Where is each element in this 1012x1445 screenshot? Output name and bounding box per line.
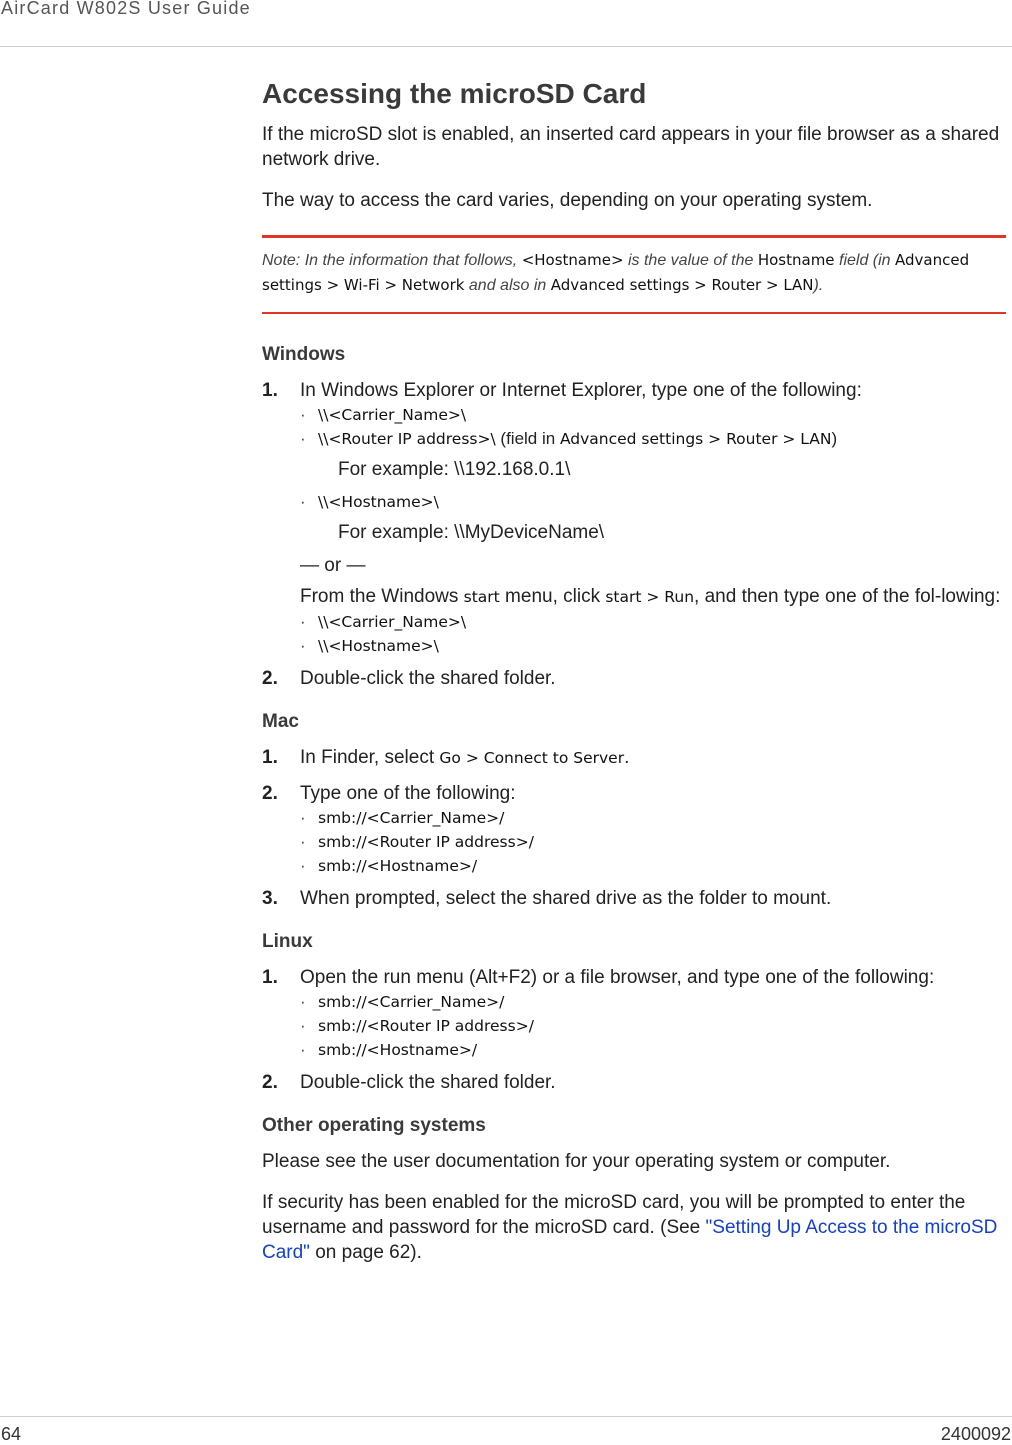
step-number: 3.: [262, 888, 278, 909]
note-ui-text: <Hostname>: [521, 251, 624, 269]
running-header-title: AirCard W802S User Guide: [1, 0, 251, 18]
note-ui-text: Hostname: [757, 251, 835, 269]
paragraph-text: on page 62).: [309, 1242, 422, 1263]
header-divider: [0, 46, 1012, 47]
windows-section: [262, 344, 1006, 691]
page-title: Accessing the microSD Card: [262, 78, 647, 109]
step-number: 1.: [262, 967, 278, 988]
step-number: 2.: [262, 668, 278, 689]
note-text: is the value of the: [623, 252, 758, 269]
path-text: \\<Router IP address>\: [318, 430, 496, 448]
windows-bullet-list: [300, 490, 1006, 514]
ui-path-text: start: [463, 588, 500, 606]
step-text: Open the run menu (Alt+F2) or a file browser, and type one of the following:: [300, 967, 935, 988]
mac-section: [262, 711, 1006, 911]
bullet-glyph: ·: [300, 832, 306, 851]
linux-section: [262, 931, 1006, 1095]
bullet-glyph: ·: [300, 405, 306, 424]
linux-step-1: [262, 965, 1006, 1062]
step-text: In Finder, select: [300, 747, 440, 768]
bullet-glyph: ·: [300, 429, 306, 448]
path-text: smb://<Hostname>/: [318, 857, 478, 875]
step-number: 2.: [262, 783, 278, 804]
linux-step-2: [262, 1070, 1006, 1095]
path-text: \\<Carrier_Name>\: [318, 406, 467, 424]
step-text: Double-click the shared folder.: [300, 1072, 556, 1093]
path-text: smb://<Hostname>/: [318, 1041, 478, 1059]
list-item: [300, 854, 1006, 878]
windows-bullet-list: [300, 403, 1006, 451]
item-text: (field in: [495, 429, 560, 448]
step-text: Type one of the following:: [300, 783, 516, 804]
linux-heading: Linux: [262, 931, 313, 952]
note-text: and also in: [464, 277, 551, 294]
other-os-heading: Other operating systems: [262, 1115, 486, 1136]
step-number: 1.: [262, 380, 278, 401]
path-text: \\<Carrier_Name>\: [318, 613, 467, 631]
ui-path-text: start > Run: [605, 588, 695, 606]
item-text: ): [831, 429, 838, 448]
ui-path-text: Go > Connect to Server: [439, 749, 625, 767]
bullet-glyph: ·: [300, 1040, 306, 1059]
other-os-paragraph: Please see the user documentation for your operating system or computer.: [262, 1151, 891, 1172]
path-text: smb://<Carrier_Name>/: [318, 993, 505, 1011]
intro-paragraph-2: The way to access the card varies, depending on your operating system.: [262, 190, 873, 211]
path-text: smb://<Router IP address>/: [318, 1017, 534, 1035]
step-text: .: [624, 747, 630, 768]
ui-path-text: Advanced settings > Router > LAN: [559, 430, 832, 448]
path-text: smb://<Router IP address>/: [318, 833, 534, 851]
step-number: 1.: [262, 747, 278, 768]
other-os-section: [262, 1115, 1006, 1265]
cross-reference-link[interactable]: "Setting Up Access to the microSD Card": [262, 1217, 998, 1263]
footer-divider: [0, 1416, 1012, 1417]
list-item: [300, 427, 1006, 451]
note-ui-text: Advanced settings > Router > LAN: [550, 276, 814, 294]
list-item: [300, 1038, 1006, 1062]
linux-bullet-list: [300, 990, 1006, 1062]
step-number: 2.: [262, 1072, 278, 1093]
list-item: [300, 1014, 1006, 1038]
mac-step-3: [262, 886, 1006, 911]
list-item: [300, 610, 1006, 634]
list-item: [300, 806, 1006, 830]
document-number: 2400092: [940, 1424, 1011, 1444]
security-paragraph: [262, 1190, 1006, 1265]
bullet-glyph: ·: [300, 856, 306, 875]
list-item: [300, 990, 1006, 1014]
note-text: Note: In the information that follows,: [262, 252, 522, 269]
mac-step-1: [262, 745, 1006, 771]
note-box: [262, 235, 1006, 314]
step-text: Double-click the shared folder.: [300, 668, 556, 689]
intro-paragraph-1: If the microSD slot is enabled, an inserted card appears in your file browser as a shared network drive.: [262, 124, 1000, 170]
alternate-instructions: [300, 584, 1006, 610]
mac-step-2: [262, 781, 1006, 878]
bullet-glyph: ·: [300, 612, 306, 631]
paragraph-text: If security has been enabled for the microSD card, you will be prompted to enter the username and password for the microSD card. (See: [262, 1192, 966, 1238]
item-text: menu, click: [499, 586, 606, 607]
note-text: ).: [813, 277, 824, 294]
example-text: For example: \\192.168.0.1\: [338, 459, 571, 480]
page-number: 64: [1, 1424, 22, 1444]
example-text: For example: \\MyDeviceName\: [338, 522, 605, 543]
bullet-glyph: ·: [300, 636, 306, 655]
windows-bullet-list: [300, 610, 1006, 658]
note-ui-text: Advanced settings > Wi-Fi > Network: [262, 251, 970, 294]
or-separator: — or —: [300, 555, 366, 576]
item-text: From the Windows: [300, 586, 464, 607]
mac-bullet-list: [300, 806, 1006, 878]
path-text: \\<Hostname>\: [318, 493, 439, 511]
note-text: field (in: [834, 252, 896, 269]
step-text: In Windows Explorer or Internet Explorer, type one of the following:: [300, 380, 862, 401]
list-item: [300, 830, 1006, 854]
windows-step-2: [262, 666, 1006, 691]
bullet-glyph: ·: [300, 492, 306, 511]
mac-heading: Mac: [262, 711, 299, 732]
step-text: When prompted, select the shared drive as the folder to mount.: [300, 888, 832, 909]
bullet-glyph: ·: [300, 808, 306, 827]
list-item: [300, 634, 1006, 658]
path-text: \\<Hostname>\: [318, 637, 439, 655]
bullet-glyph: ·: [300, 1016, 306, 1035]
windows-heading: Windows: [262, 344, 346, 365]
list-item: [300, 403, 1006, 427]
page-content: [262, 78, 1006, 1281]
item-text: , and then type one of the fol-lowing:: [694, 586, 1001, 607]
windows-step-1: [262, 378, 1006, 658]
list-item: [300, 490, 1006, 514]
bullet-glyph: ·: [300, 992, 306, 1011]
path-text: smb://<Carrier_Name>/: [318, 809, 505, 827]
